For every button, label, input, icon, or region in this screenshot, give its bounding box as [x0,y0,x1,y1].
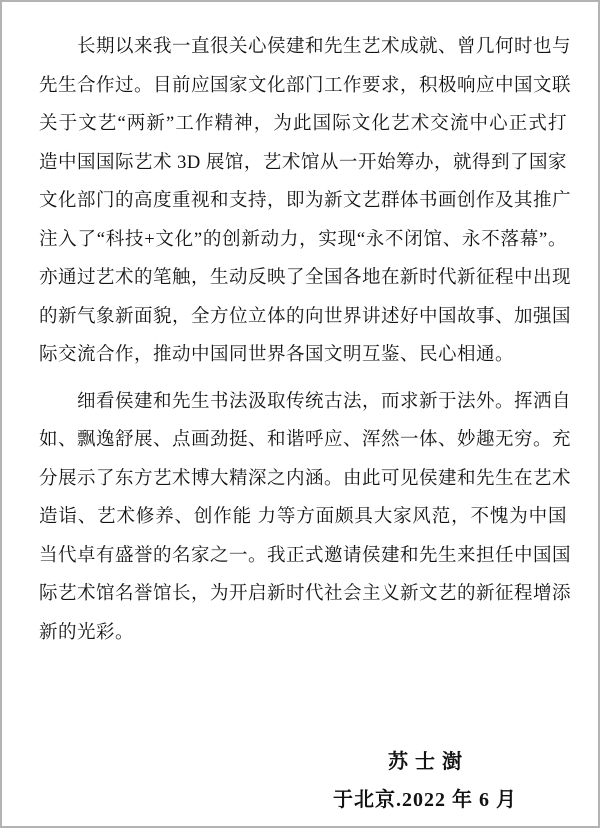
paragraph [39,383,572,653]
paragraph [39,28,572,375]
text-line: 如、飘逸舒展、点画劲挺、和谐呼应、浑然一体、妙趣无穷。充 [39,430,572,450]
signature-dateline: 于北京.2022 年 6 月 [333,789,517,811]
text-line: 造中国国际艺术 3D 展馆，艺术馆从一开始筹办，就得到了国家 [39,152,567,173]
text-line: 长期以来我一直很关心侯建和先生艺术成就、曾几何时也与 [77,37,572,57]
text-line: 先生合作过。目前应国家文化部门工作要求，积极响应中国文联 [39,75,572,96]
text-line: 的新气象新面貌，全方位立体的向世界讲述好中国故事、加强国 [39,306,572,327]
text-line: 细看侯建和先生书法汲取传统古法，而求新于法外。挥洒自 [77,391,572,412]
text-line: 文化部门的高度重视和支持，即为新文艺群体书画创作及其推广 [39,191,572,211]
text-line: 分展示了东方艺术博大精深之内涵。由此可见侯建和先生在艺术 [39,468,572,489]
document-body [39,28,572,819]
text-line: 际艺术馆名誉馆长，为开启新时代社会主义新文艺的新征程增添 [39,584,572,604]
text-line: 亦通过艺术的笔触，生动反映了全国各地在新时代新征程中出现 [39,268,572,288]
signature-block [283,743,567,819]
text-line: 造诣、艺术修养、创作能 力等方面颇具大家风范，不愧为中国 [39,507,567,527]
text-line: 关于文艺“两新”工作精神，为此国际文化艺术交流中心正式打 [39,114,567,134]
text-line: 当代卓有盛誉的名家之一。我正式邀请侯建和先生来担任中国国 [39,545,572,566]
text-line: 新的光彩。 [39,622,135,643]
signature-name: 苏士澍 [388,751,469,773]
text-line: 注入了“科技+文化”的创新动力，实现“永不闭馆、永不落幕”。 [39,229,567,250]
text-line: 际交流合作，推动中国同世界各国文明互鉴、民心相通。 [39,345,515,365]
